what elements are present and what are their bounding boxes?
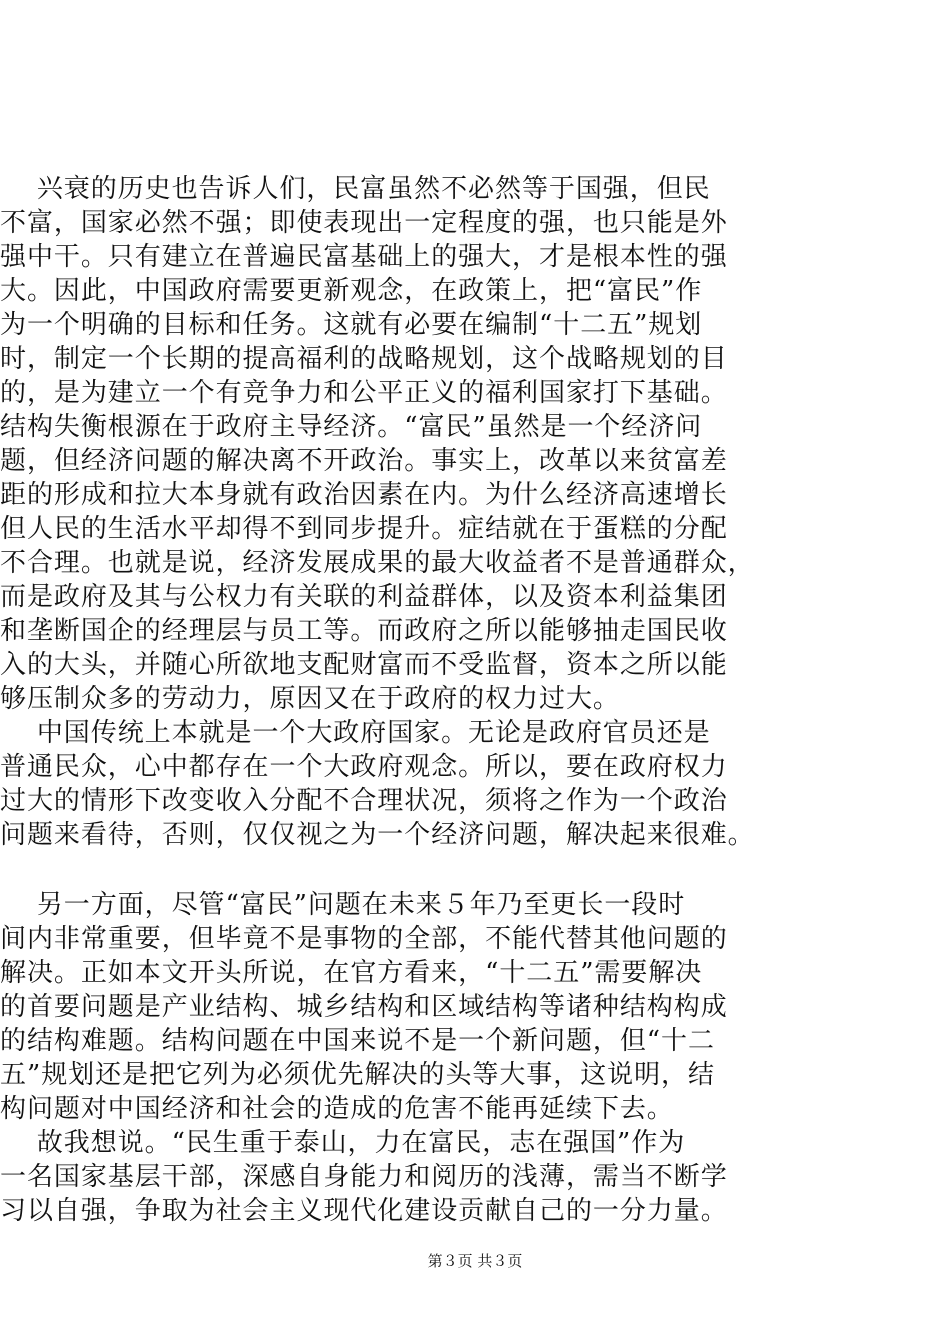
text-line: 问题来看待，否则，仅仅视之为一个经济问题，解决起来很难。 [0,820,755,850]
text-line: 入的大头，并随心所欲地支配财富而不受监督，资本之所以能 [0,650,728,680]
text-line: 不合理。也就是说，经济发展成果的最大收益者不是普通群众， [0,548,755,578]
text-line: 五”规划还是把它列为必须优先解决的头等大事，这说明，结 [0,1060,715,1090]
text-line: 的首要问题是产业结构、城乡结构和区域结构等诸种结构构成 [0,992,728,1022]
text-line: 题，但经济问题的解决离不开政治。事实上，改革以来贫富差 [0,446,728,476]
text-line: 但人民的生活水平却得不到同步提升。症结就在于蛋糕的分配 [0,514,728,544]
text-line: 普通民众，心中都存在一个大政府观念。所以，要在政府权力 [0,752,728,782]
text-line: 不富，国家必然不强；即使表现出一定程度的强，也只能是外 [0,208,728,238]
text-line: 大。因此，中国政府需要更新观念，在政策上，把“富民”作 [0,276,703,306]
text-line: 够压制众多的劳动力，原因又在于政府的权力过大。 [0,684,620,714]
text-line: 和垄断国企的经理层与员工等。而政府之所以能够抽走国民收 [0,616,728,646]
text-line: 一名国家基层干部，深感自身能力和阅历的浅薄，需当不断学 [0,1162,728,1192]
text-line: 间内非常重要，但毕竟不是事物的全部，不能代替其他问题的 [0,924,728,954]
text-line: 中国传统上本就是一个大政府国家。无论是政府官员还是 [0,718,711,748]
text-line: 故我想说。“民生重于泰山，力在富民，志在强国”作为 [0,1128,686,1158]
text-line: 距的形成和拉大本身就有政治因素在内。为什么经济高速增长 [0,480,728,510]
text-line: 时，制定一个长期的提高福利的战略规划，这个战略规划的目 [0,344,728,374]
text-line: 解决。正如本文开头所说，在官方看来，“十二五”需要解决 [0,958,703,988]
text-line: 习以自强，争取为社会主义现代化建设贡献自己的一分力量。 [0,1196,728,1226]
text-line: 强中干。只有建立在普遍民富基础上的强大，才是根本性的强 [0,242,728,272]
text-line: 的结构难题。结构问题在中国来说不是一个新问题，但“十二 [0,1026,715,1056]
page-number-footer: 第３页 共３页 [427,1252,523,1270]
text-line: 为一个明确的目标和任务。这就有必要在编制“十二五”规划 [0,310,703,340]
text-line: 另一方面，尽管“富民”问题在未来５年乃至更长一段时 [0,890,686,920]
text-line: 过大的情形下改变收入分配不合理状况，须将之作为一个政治 [0,786,728,816]
text-line: 而是政府及其与公权力有关联的利益群体，以及资本利益集团 [0,582,728,612]
text-line: 结构失衡根源在于政府主导经济。“富民”虽然是一个经济问 [0,412,703,442]
text-line: 的，是为建立一个有竞争力和公平正义的福利国家打下基础。 [0,378,728,408]
text-line: 兴衰的历史也告诉人们，民富虽然不必然等于国强，但民 [0,174,711,204]
text-line: 构问题对中国经济和社会的造成的危害不能再延续下去。 [0,1094,674,1124]
